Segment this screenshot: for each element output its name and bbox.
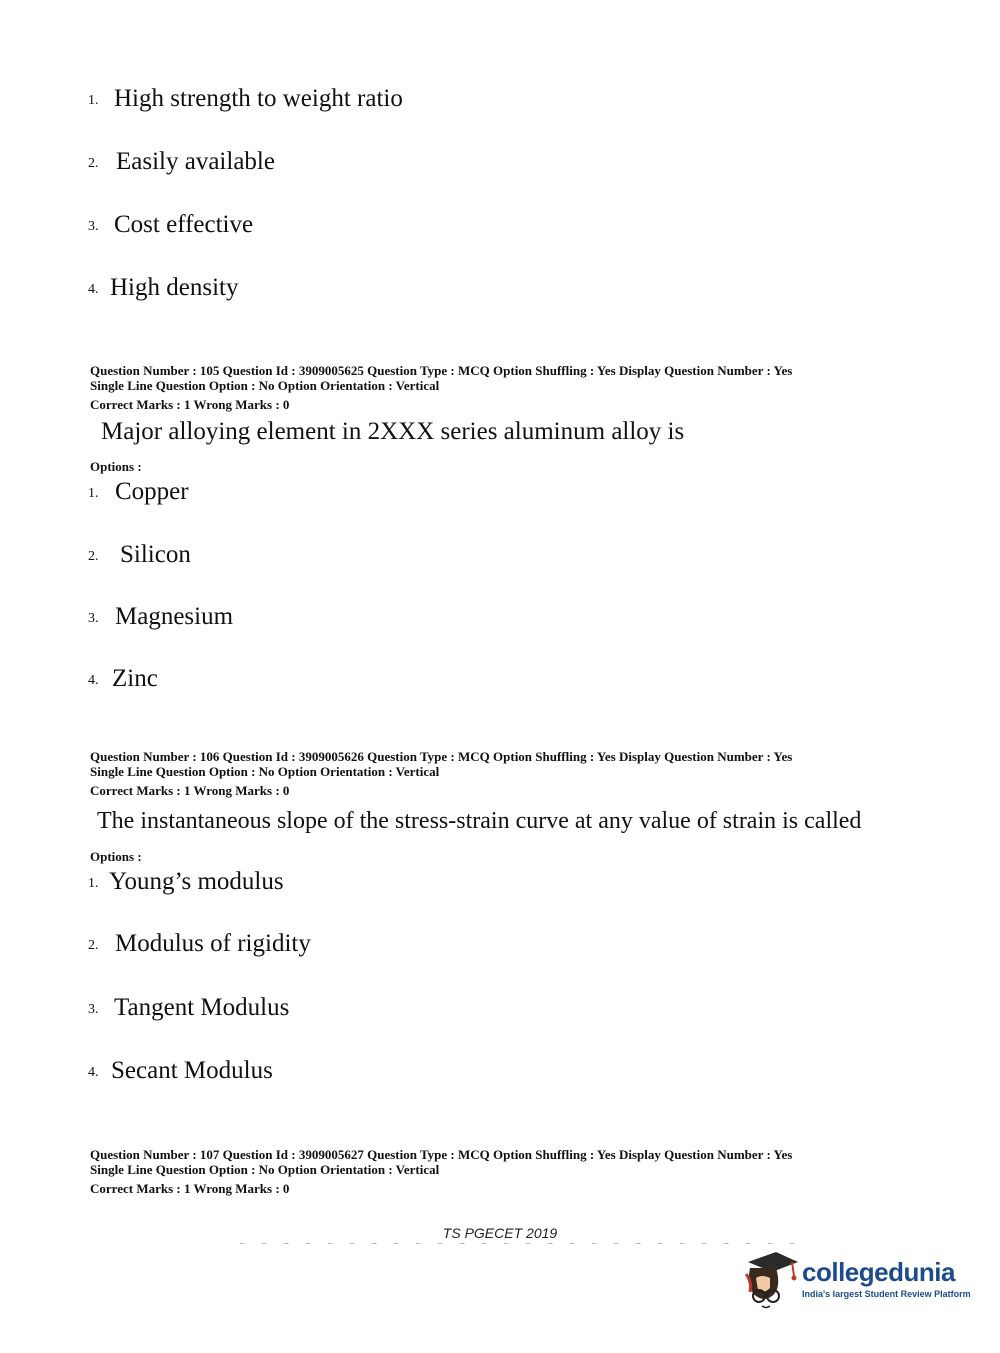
option-text: Silicon	[120, 541, 191, 568]
option-number: 3.	[88, 611, 99, 626]
option-number: 4.	[88, 673, 99, 688]
collegedunia-logo	[742, 1248, 972, 1310]
question-text: Major alloying element in 2XXX series aluminum alloy is	[101, 418, 685, 445]
option-number: 2.	[88, 156, 99, 171]
option-number: 4.	[88, 1065, 99, 1080]
options-label: Options :	[90, 459, 142, 474]
option-text: High strength to weight ratio	[114, 85, 403, 112]
option-2	[88, 931, 311, 956]
question-meta	[90, 749, 792, 779]
option-text: Magnesium	[115, 603, 234, 630]
option-number: 2.	[88, 938, 99, 953]
meta-line-1: Question Number : 105 Question Id : 3909005625 Question Type : MCQ Option Shuffling : Yes Display Question Number : Yes	[90, 363, 793, 378]
option-2	[88, 149, 275, 174]
logo-tagline: India's largest Student Review Platform	[802, 1289, 971, 1299]
option-4	[88, 666, 158, 691]
logo-name: collegedunia	[802, 1257, 955, 1287]
option-text: High density	[110, 274, 239, 301]
option-text: Secant Modulus	[111, 1057, 273, 1084]
meta-line-1: Question Number : 107 Question Id : 3909005627 Question Type : MCQ Option Shuffling : Yes Display Question Number : Yes	[90, 1147, 793, 1162]
footer-exam-name: TS PGECET 2019	[442, 1225, 558, 1241]
options-label: Options :	[90, 849, 142, 864]
option-number: 3.	[88, 1002, 99, 1017]
question-meta	[90, 1147, 792, 1177]
option-text: Tangent Modulus	[114, 994, 290, 1021]
option-text: Modulus of rigidity	[115, 930, 311, 957]
question-meta	[90, 363, 792, 393]
option-1	[88, 869, 284, 894]
meta-line-2: Single Line Question Option : No Option Orientation : Vertical	[90, 764, 440, 779]
option-text: Copper	[115, 478, 189, 505]
logo-brand	[802, 1259, 971, 1299]
question-marks: Correct Marks : 1 Wrong Marks : 0	[90, 1181, 290, 1196]
option-text: Cost effective	[114, 211, 254, 238]
option-3	[88, 212, 253, 237]
option-1	[88, 86, 403, 111]
meta-line-2: Single Line Question Option : No Option Orientation : Vertical	[90, 1162, 440, 1177]
question-text: The instantaneous slope of the stress-strain curve at any value of strain is called	[97, 808, 862, 834]
option-4	[88, 275, 238, 300]
question-marks: Correct Marks : 1 Wrong Marks : 0	[90, 397, 290, 412]
option-number: 1.	[88, 876, 99, 891]
option-text: Young’s modulus	[109, 868, 284, 895]
option-1	[88, 479, 189, 504]
option-3	[88, 995, 289, 1020]
option-number: 4.	[88, 282, 99, 297]
option-number: 1.	[88, 93, 99, 108]
meta-line-2: Single Line Question Option : No Option Orientation : Vertical	[90, 378, 440, 393]
option-4	[88, 1058, 273, 1083]
footer-divider	[240, 1243, 810, 1245]
option-number: 2.	[88, 549, 99, 564]
option-3	[88, 604, 233, 629]
option-text: Zinc	[112, 665, 158, 692]
mascot-icon	[742, 1248, 800, 1310]
option-number: 3.	[88, 219, 99, 234]
option-number: 1.	[88, 486, 99, 501]
option-text: Easily available	[116, 148, 275, 175]
question-marks: Correct Marks : 1 Wrong Marks : 0	[90, 783, 290, 798]
option-2	[88, 542, 191, 567]
meta-line-1: Question Number : 106 Question Id : 3909005626 Question Type : MCQ Option Shuffling : Yes Display Question Number : Yes	[90, 749, 793, 764]
